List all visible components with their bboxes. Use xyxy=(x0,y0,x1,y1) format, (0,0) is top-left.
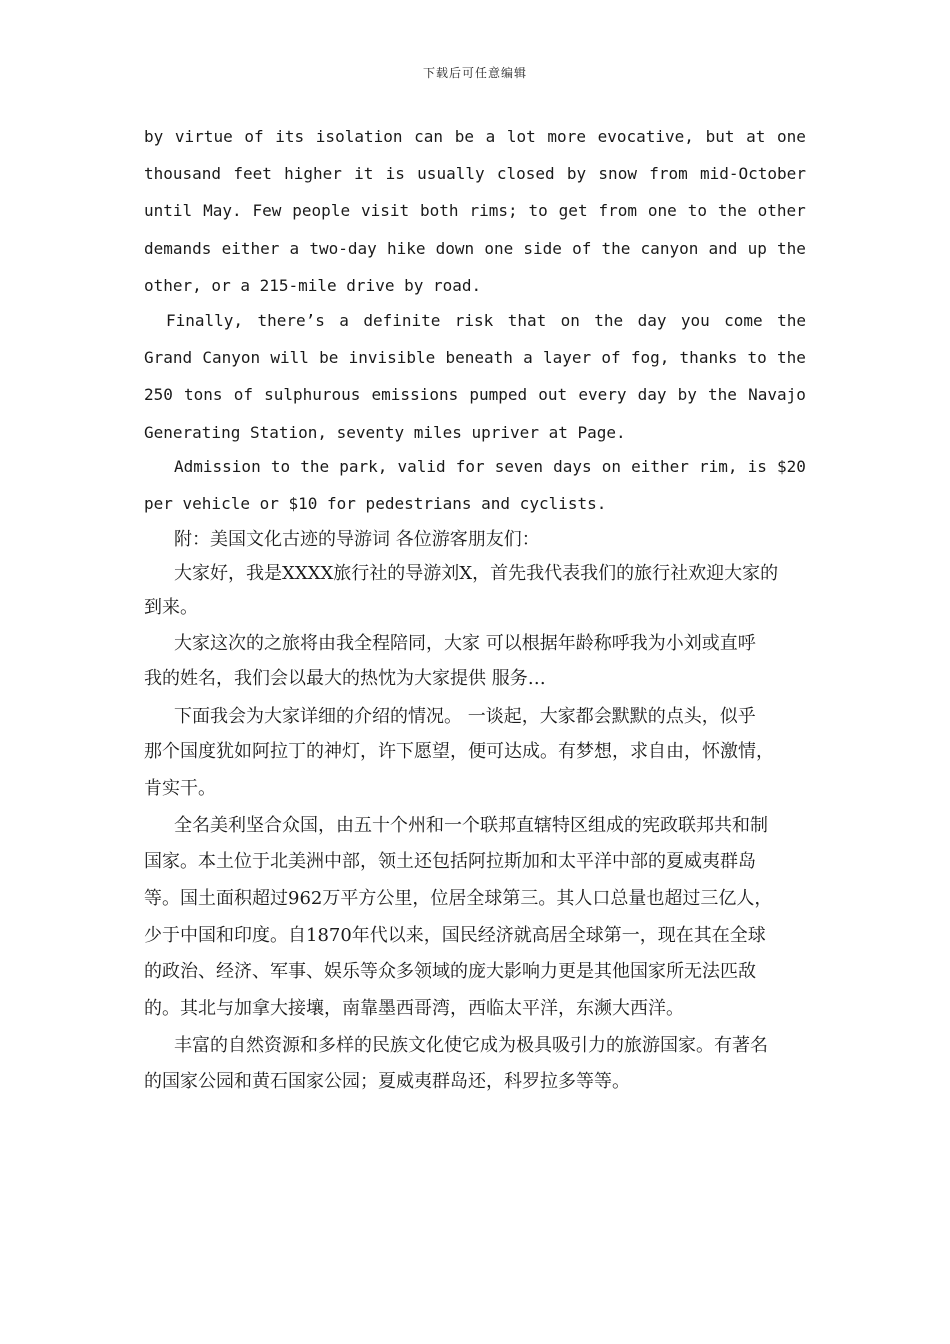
chinese-line: 等。国土面积超过962万平方公里，位居全球第三。其人口总量也超过三亿人， xyxy=(144,888,773,909)
word: every xyxy=(578,385,627,404)
word: closed xyxy=(496,164,555,183)
word: is xyxy=(747,457,767,476)
word: of xyxy=(572,239,592,258)
word: snow xyxy=(598,164,637,183)
chinese-line: 大家好，我是XXXX旅行社的导游刘X，首先我代表我们的旅行社欢迎大家的 xyxy=(174,563,779,584)
word: can xyxy=(414,127,444,146)
english-line xyxy=(174,457,806,477)
word: May. xyxy=(203,201,242,220)
word: sulphurous xyxy=(264,385,361,404)
word: definite xyxy=(363,311,441,330)
word: Admission xyxy=(174,457,261,476)
word: day xyxy=(637,311,667,330)
chinese-line: 那个国度犹如阿拉丁的神灯，许下愿望，便可达成。有梦想，求自由，怀激情， xyxy=(144,741,774,762)
word: $20 xyxy=(777,457,806,476)
english-line xyxy=(144,348,806,368)
word: layer xyxy=(542,348,592,367)
word: is xyxy=(385,164,405,183)
chinese-line: 附：美国文化古迹的导游词 各位游客朋友们： xyxy=(174,529,540,550)
word: of xyxy=(233,385,253,404)
word: mid-October xyxy=(699,164,806,183)
word: the xyxy=(777,311,806,330)
word: come xyxy=(724,311,763,330)
word: by xyxy=(566,164,587,183)
word: thanks xyxy=(679,348,738,367)
word: by xyxy=(677,385,697,404)
word: down xyxy=(435,239,475,258)
word: beneath xyxy=(445,348,513,367)
word: day xyxy=(637,385,667,404)
chinese-line: 丰富的自然资源和多样的民族文化使它成为极具吸引力的旅游国家。有著名 xyxy=(174,1035,768,1056)
chinese-line: 到来。 xyxy=(144,597,198,618)
word: by xyxy=(144,127,164,146)
word: park, xyxy=(339,457,388,476)
word: one xyxy=(777,127,806,146)
chinese-line: 下面我会为大家详细的介绍的情况。 一谈起，大家都会默默的点头，似乎 xyxy=(174,706,756,727)
word: evocative, xyxy=(597,127,694,146)
word: either xyxy=(221,239,280,258)
english-line xyxy=(144,385,806,405)
english-line xyxy=(144,127,806,147)
english-line: other, or a 215-mile drive by road. xyxy=(144,276,482,295)
word: Finally, xyxy=(166,311,244,330)
word: get xyxy=(558,201,588,220)
word: at xyxy=(746,127,766,146)
word: visit xyxy=(360,201,410,220)
word: other xyxy=(757,201,806,220)
word: emissions xyxy=(371,385,459,404)
word: usually xyxy=(417,164,485,183)
english-line xyxy=(144,239,806,259)
word: a xyxy=(523,348,533,367)
word: seven xyxy=(494,457,543,476)
word: virtue xyxy=(174,127,233,146)
chinese-line: 肯实干。 xyxy=(144,778,216,799)
word: fog, xyxy=(630,348,670,367)
word: risk xyxy=(454,311,494,330)
word: demands xyxy=(144,239,212,258)
word: Few xyxy=(252,201,282,220)
word: on xyxy=(601,457,621,476)
word: the xyxy=(708,385,737,404)
english-line xyxy=(166,311,806,331)
word: two-day xyxy=(309,239,377,258)
word: the xyxy=(601,239,631,258)
word: to xyxy=(687,201,707,220)
word: thousand xyxy=(144,164,222,183)
word: 250 xyxy=(144,385,173,404)
word: out xyxy=(538,385,568,404)
chinese-line: 的国家公园和黄石国家公园；夏威夷群岛还，科罗拉多等等。 xyxy=(144,1071,630,1092)
word: a xyxy=(339,311,349,330)
chinese-line: 的政治、经济、军事、娱乐等众多领域的庞大影响力更是其他国家所无法匹敌 xyxy=(144,961,756,982)
word: a xyxy=(485,127,496,146)
word: the xyxy=(300,457,330,476)
word: rim, xyxy=(698,457,738,476)
chinese-line: 我的姓名，我们会以最大的热忱为大家提供 服务… xyxy=(144,668,546,689)
word: you xyxy=(680,311,710,330)
word: Canyon xyxy=(202,348,261,367)
word: higher xyxy=(284,164,342,183)
word: valid xyxy=(397,457,446,476)
word: for xyxy=(455,457,485,476)
word: lot xyxy=(506,127,536,146)
word: a xyxy=(289,239,300,258)
word: to xyxy=(270,457,291,476)
word: from xyxy=(598,201,637,220)
english-line: Generating Station, seventy miles upriver at Page. xyxy=(144,423,626,442)
word: invisible xyxy=(348,348,436,367)
word: pumped xyxy=(469,385,528,404)
word: be xyxy=(319,348,339,367)
word: rims; xyxy=(469,201,518,220)
chinese-line: 大家这次的之旅将由我全程陪同，大家 可以根据年龄称呼我为小刘或直呼 xyxy=(174,633,756,654)
word: to xyxy=(747,348,767,367)
word: from xyxy=(649,164,688,183)
word: people xyxy=(292,201,351,220)
page-header: 下载后可任意编辑 xyxy=(422,66,527,80)
english-line xyxy=(144,201,806,221)
chinese-line: 全名美利坚合众国，由五十个州和一个联邦直辖特区组成的宪政联邦共和制 xyxy=(174,815,768,836)
word: of xyxy=(244,127,264,146)
word: canyon xyxy=(640,239,699,258)
word: feet xyxy=(233,164,272,183)
word: it xyxy=(354,164,374,183)
word: the xyxy=(776,239,806,258)
word: hike xyxy=(386,239,426,258)
word: side xyxy=(523,239,562,258)
word: days xyxy=(553,457,592,476)
word: until xyxy=(144,201,193,220)
word: up xyxy=(747,239,767,258)
word: be xyxy=(454,127,474,146)
english-line: per vehicle or $10 for pedestrians and cyclists. xyxy=(144,494,607,513)
word: both xyxy=(420,201,459,220)
word: on xyxy=(560,311,580,330)
word: to xyxy=(528,201,548,220)
word: the xyxy=(594,311,624,330)
word: will xyxy=(270,348,309,367)
english-line xyxy=(144,164,806,184)
chinese-line: 少于中国和印度。自1870年代以来，国民经济就高居全球第一，现在其在全球 xyxy=(144,925,766,946)
word: its xyxy=(275,127,305,146)
word: Grand xyxy=(144,348,193,367)
word: there’s xyxy=(257,311,325,330)
word: the xyxy=(777,348,806,367)
word: either xyxy=(631,457,689,476)
word: Navajo xyxy=(748,385,806,404)
chinese-line: 的。其北与加拿大接壤，南靠墨西哥湾，西临太平洋，东濒大西洋。 xyxy=(144,998,684,1019)
word: and xyxy=(708,239,738,258)
word: more xyxy=(547,127,586,146)
word: one xyxy=(484,239,514,258)
word: that xyxy=(507,311,547,330)
word: of xyxy=(601,348,621,367)
word: one xyxy=(647,201,677,220)
word: but xyxy=(705,127,735,146)
word: isolation xyxy=(315,127,403,146)
chinese-line: 国家。本土位于北美洲中部，领土还包括阿拉斯加和太平洋中部的夏威夷群岛 xyxy=(144,851,756,872)
word: tons xyxy=(184,385,223,404)
word: the xyxy=(717,201,747,220)
